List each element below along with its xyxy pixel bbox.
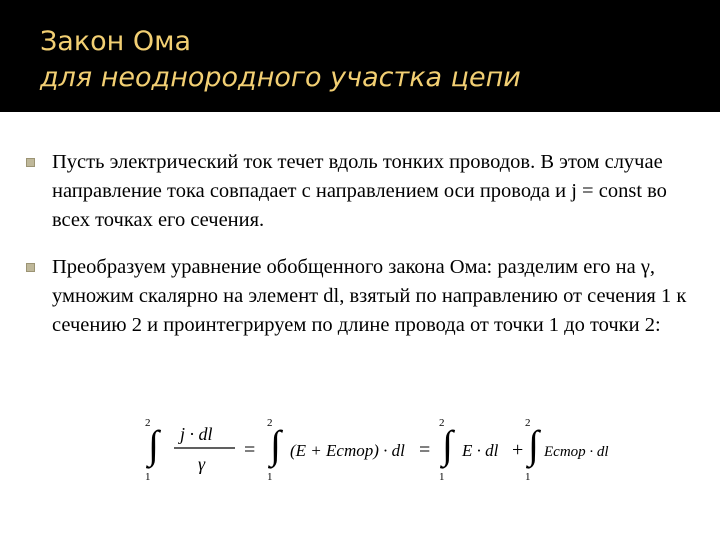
term-estor-dl: Eстор · dl — [544, 444, 609, 460]
bullet-marker-icon — [26, 263, 35, 272]
equals-sign: = — [419, 439, 431, 461]
integral-sign: ∫ — [528, 422, 539, 467]
term-e-dl: E · dl — [462, 441, 499, 460]
title-line-2: для неоднородного участка цепи — [40, 62, 521, 93]
integral-lower-limit: 1 — [267, 471, 273, 483]
integral-upper-limit: 2 — [267, 417, 273, 429]
ohm-law-integral-formula — [140, 410, 609, 486]
bullet-marker-icon — [26, 158, 35, 167]
denominator-gamma: γ — [198, 454, 206, 474]
title-line-1: Закон Ома — [40, 26, 192, 57]
integral-sign: ∫ — [270, 422, 281, 467]
bullet-item-2 — [22, 253, 702, 340]
term-e-plus-estor-dl: (E + Eстор) · dl — [290, 441, 405, 460]
numerator-j-dl: j · dl — [180, 424, 213, 444]
integral-lower-limit: 1 — [145, 471, 151, 483]
integral-sign: ∫ — [442, 422, 453, 467]
bullet-text-2: Преобразуем уравнение обобщенного закона Ома: разделим его на γ, умножим скалярно на элемент dl, взятый по направлению от сечения 1 к сечению 2 и проинтегрируем по длине провода от точки 1 до точки 2: — [52, 256, 687, 336]
bullet-list — [22, 148, 702, 358]
slide-header — [0, 0, 720, 112]
equals-sign: = — [244, 439, 256, 461]
integral-lower-limit: 1 — [525, 471, 531, 483]
integral-sign: ∫ — [148, 422, 159, 467]
integral-upper-limit: 2 — [145, 417, 151, 429]
integral-upper-limit: 2 — [525, 417, 531, 429]
bullet-text-1: Пусть электрический ток течет вдоль тонких проводов. В этом случае направление тока совпадает с направлением оси провода и j = const во всех точках его сечения. — [52, 151, 667, 231]
integral-upper-limit: 2 — [439, 417, 445, 429]
slide-title — [40, 24, 521, 96]
bullet-item-1 — [22, 148, 702, 235]
plus-sign: + — [512, 439, 524, 461]
integral-lower-limit: 1 — [439, 471, 445, 483]
